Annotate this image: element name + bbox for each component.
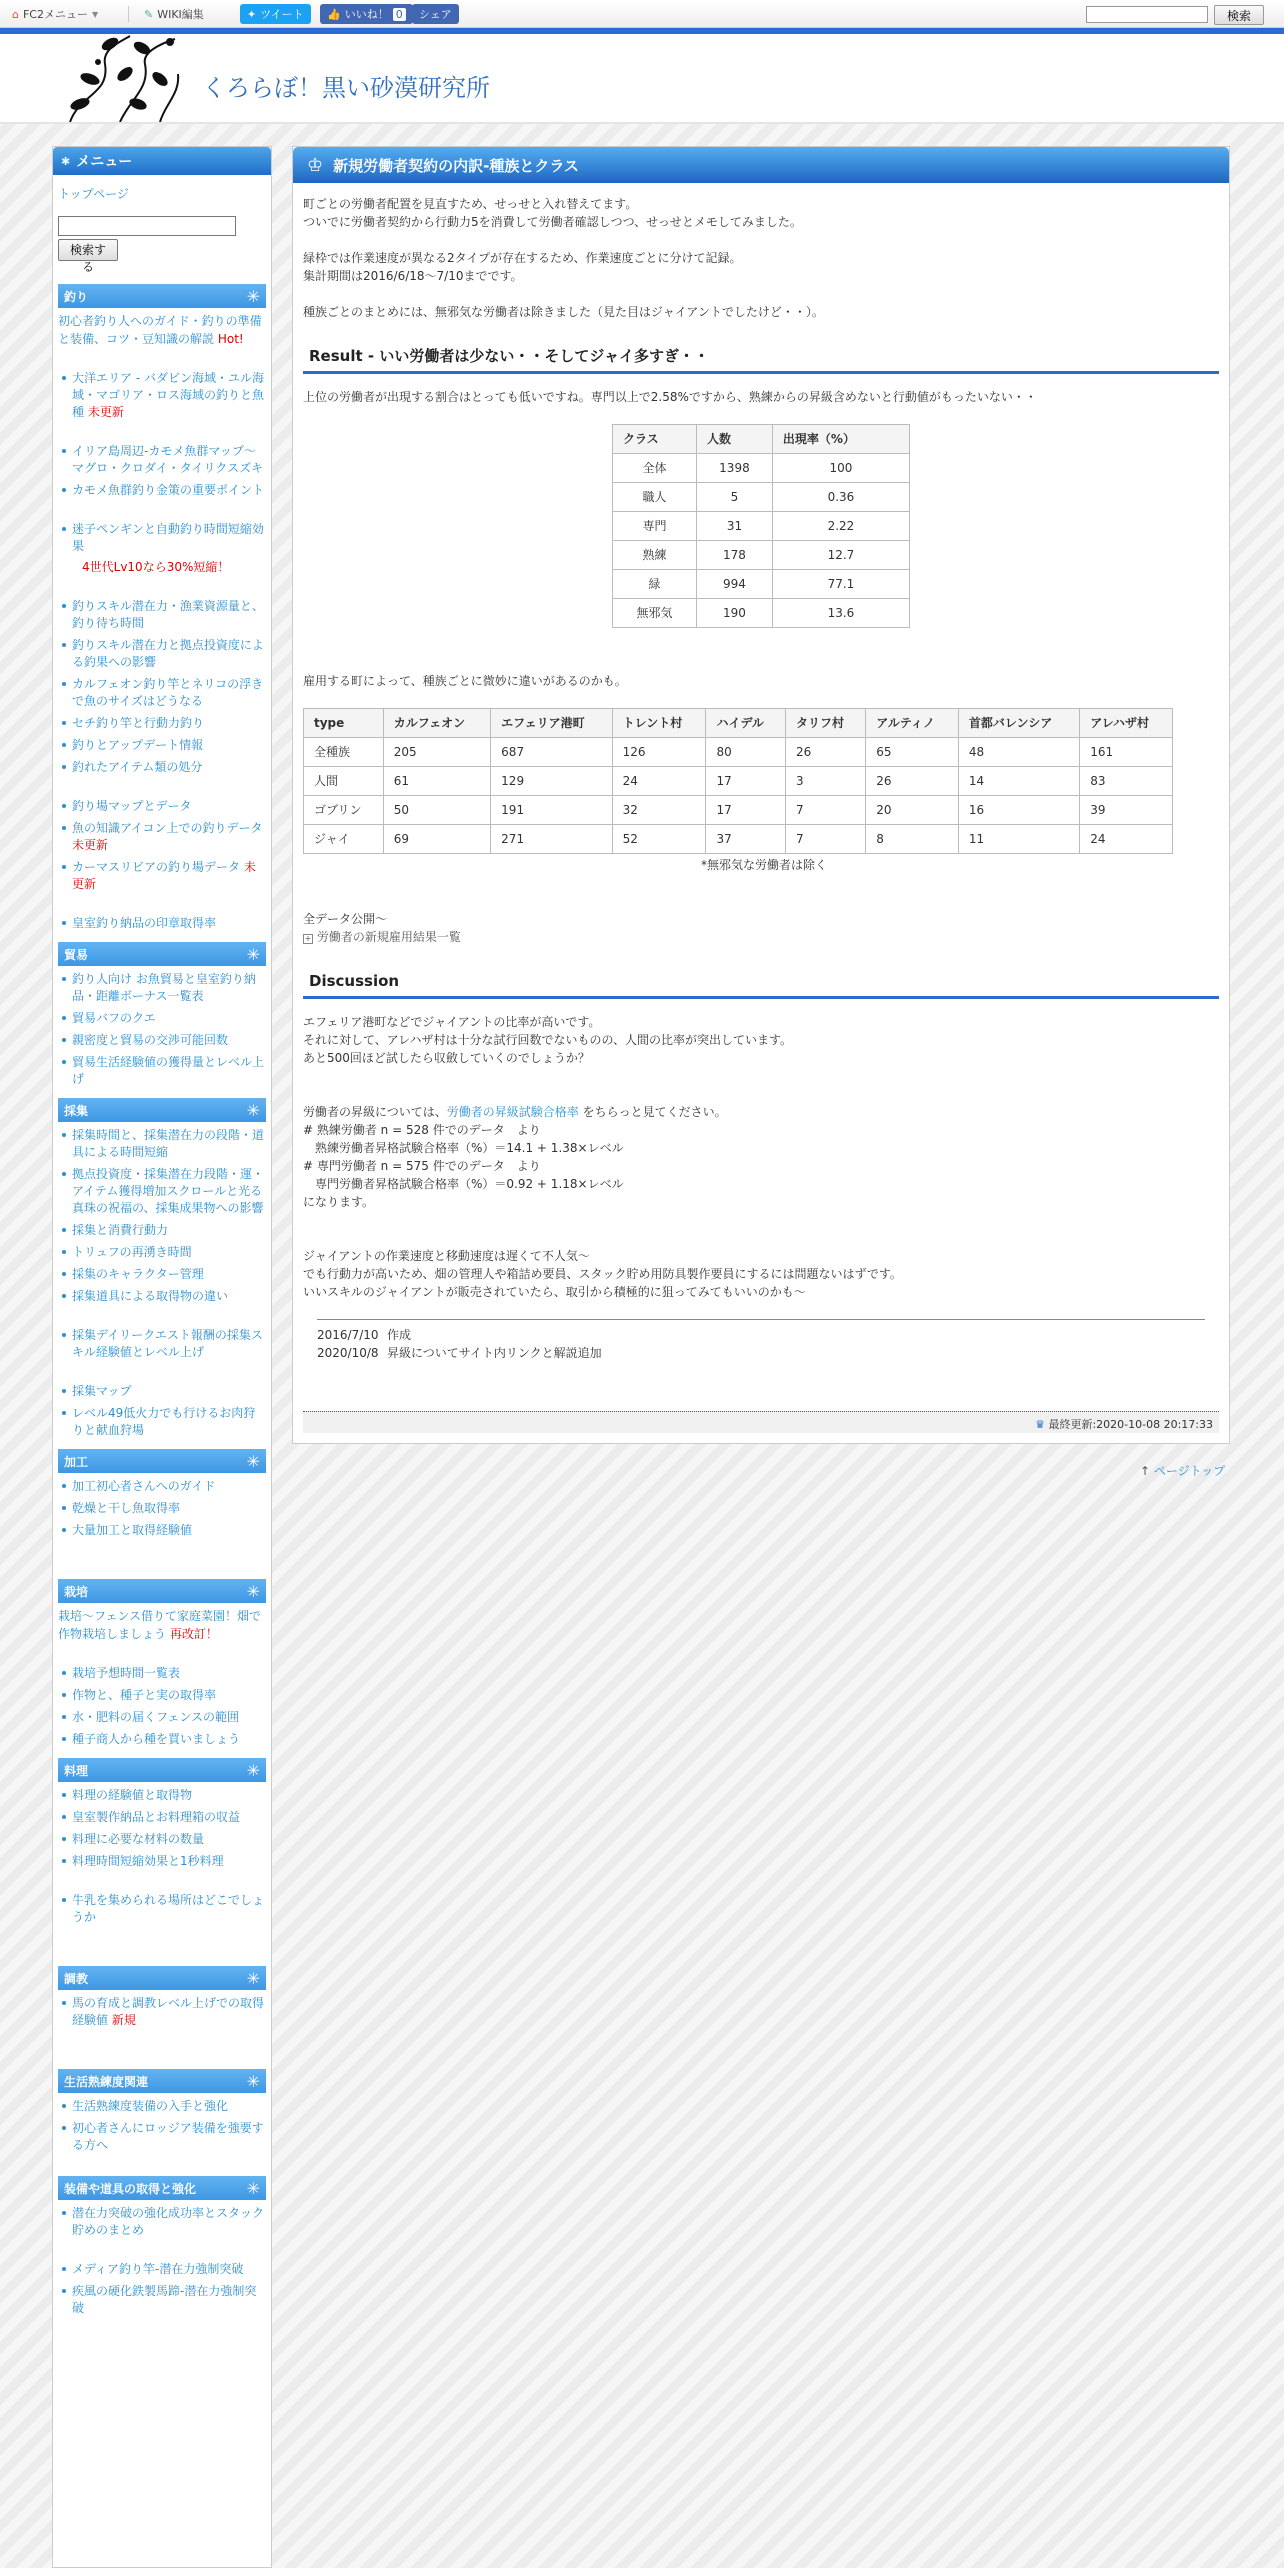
table-row: 緑 994 77.1 bbox=[613, 570, 910, 599]
sparkle-icon: ✳ bbox=[246, 286, 260, 306]
table-row: 熟練 178 12.7 bbox=[613, 541, 910, 570]
toolbar-divider bbox=[128, 6, 129, 22]
sparkle-icon: ✳ bbox=[246, 1968, 260, 1988]
article-content bbox=[293, 183, 1229, 1374]
sidebar-link[interactable]: 釣りとアップデート情報 bbox=[58, 737, 266, 754]
toolbar-search-button[interactable]: 検索 bbox=[1214, 5, 1264, 25]
sidebar-link[interactable]: 加工初心者さんへのガイド bbox=[58, 1478, 266, 1495]
all-data-text: 全データ公開～ bbox=[303, 912, 388, 926]
discussion-paragraph-3: ジャイアントの作業速度と移動速度は遅くて不人気～ でも行動力が高いため、畑の管理人や箱詰め要員、スタック貯め用防具製作要員にするには問題ないはずです。 いいスキルのジャイアントが販売されていたら、取引から積極的に狙ってみてもいいのかも～ bbox=[303, 1249, 902, 1299]
table-note: *無邪気な労働者は除く bbox=[700, 858, 827, 872]
sidebar-link[interactable]: 迷子ペンギンと自動釣り時間短縮効果 4世代Lv10なら30%短縮！ bbox=[58, 521, 266, 576]
farming-links bbox=[58, 1665, 266, 1748]
tweet-button[interactable]: ✦ ツイート bbox=[240, 4, 311, 24]
article-footer bbox=[303, 1411, 1219, 1433]
category-header-gathering: 採集 ✳ bbox=[58, 1098, 266, 1122]
table-header: アルティノ bbox=[866, 709, 959, 738]
farming-intro-link[interactable]: 栽培～フェンス借りて家庭菜園！畑で作物栽培しましょう 再改訂！ bbox=[58, 1609, 262, 1641]
sidebar-link[interactable]: 水・肥料の届くフェンスの範囲 bbox=[58, 1709, 266, 1726]
fc2-toolbar bbox=[0, 0, 1284, 28]
sparkle-icon: ✳ bbox=[246, 1100, 260, 1120]
sidebar-link[interactable]: 馬の育成と調教レベル上げでの取得経験値 新規 bbox=[58, 1995, 266, 2029]
sidebar-link[interactable]: 魚の知識アイコン上での釣りデータ 未更新 bbox=[58, 820, 266, 854]
fishing-intro-link[interactable]: 初心者釣り人へのガイド・釣りの準備と装備、コツ・豆知識の解説 Hot! bbox=[58, 314, 262, 346]
sidebar-search-input[interactable] bbox=[58, 216, 236, 236]
sidebar-link[interactable]: 栽培予想時間一覧表 bbox=[58, 1665, 266, 1682]
intro-paragraph-3: 種族ごとのまとめには、無邪気な労働者は除きました（見た目はジャイアントでしたけど・・）。 bbox=[303, 305, 824, 319]
category-header-gear: 装備や道具の取得と強化 ✳ bbox=[58, 2176, 266, 2200]
table-header: 出現率（%） bbox=[772, 425, 909, 454]
sidebar-link[interactable]: 生活熟練度装備の入手と強化 bbox=[58, 2098, 266, 2115]
table-header: 首都バレンシア bbox=[958, 709, 1079, 738]
sidebar-link[interactable]: 皇室釣り納品の印章取得率 bbox=[58, 915, 266, 932]
sidebar bbox=[52, 146, 272, 2568]
sidebar-item-top-page[interactable]: トップページ bbox=[58, 187, 129, 201]
table-header: トレント村 bbox=[612, 709, 706, 738]
table-header: ハイデル bbox=[706, 709, 786, 738]
sidebar-link[interactable]: イリア島周辺-カモメ魚群マップ～マグロ・クロダイ・タイリクスズキ bbox=[58, 443, 266, 477]
sidebar-link[interactable]: 採集時間と、採集潜在力の段階・道具による時間短縮 bbox=[58, 1127, 266, 1161]
sparkle-icon: ✳ bbox=[246, 1581, 260, 1601]
like-button[interactable]: 👍 いいね！ 0 bbox=[320, 4, 413, 24]
processing-links bbox=[58, 1478, 266, 1539]
intro-paragraph-1: 町ごとの労働者配置を見直すため、せっせと入れ替えてます。 ついでに労働者契約から行動力5を消費して労働者確認しつつ、せっせとメモしてみました。 bbox=[303, 197, 802, 229]
town-text: 雇用する町によって、種族ごとに微妙に違いがあるのかも。 bbox=[303, 674, 627, 688]
category-header-farming: 栽培 ✳ bbox=[58, 1579, 266, 1603]
discussion-heading: Discussion bbox=[303, 966, 1219, 999]
share-button[interactable]: シェア bbox=[412, 4, 459, 24]
article-title: 新規労働者契約の内訳-種族とクラス bbox=[333, 156, 579, 175]
sidebar-link[interactable]: 貿易バフのクエ bbox=[58, 1010, 266, 1027]
sidebar-link[interactable]: 大洋エリア - バダビン海域・ユル海域・マゴリア・ロス海域の釣りと魚種 未更新 bbox=[58, 370, 266, 421]
thumbs-up-icon: 👍 bbox=[327, 7, 341, 21]
sidebar-link[interactable]: 大量加工と取得経験値 bbox=[58, 1522, 266, 1539]
table-header: クラス bbox=[613, 425, 697, 454]
result-heading: Result - いい労働者は少ない・・そしてジャイ多すぎ・・ bbox=[303, 341, 1219, 374]
sidebar-link[interactable]: 釣りスキル潜在力・漁業資源量と、釣り待ち時間 bbox=[58, 598, 266, 632]
sidebar-link[interactable]: 採集のキャラクター管理 bbox=[58, 1266, 266, 1283]
cooking-links bbox=[58, 1787, 266, 1926]
sidebar-link[interactable]: カーマスリビアの釣り場データ 未更新 bbox=[58, 859, 266, 893]
sidebar-search-button[interactable]: 検索する bbox=[58, 239, 118, 261]
sidebar-link[interactable]: 釣り場マップとデータ bbox=[58, 798, 266, 815]
table-row: ジャイ 69 271 52 37 7 8 11 24 bbox=[304, 825, 1173, 854]
discussion-paragraph-1: エフェリア港町などでジャイアントの比率が高いです。 それに対して、アレハザ村は十分な試行回数でないものの、人間の比率が突出しています。 あと500回ほど試したら収斂していくのでしょうか？ bbox=[303, 1015, 793, 1065]
sidebar-link[interactable]: カルフェオン釣り竿とネリコの浮きで魚のサイズはどうなる bbox=[58, 676, 266, 710]
article-title-bar bbox=[293, 147, 1229, 183]
sparkle-icon: ✳ bbox=[246, 944, 260, 964]
sidebar-link[interactable]: 疾風の硬化鉄製馬蹄-潜在力強制突破 bbox=[58, 2283, 266, 2317]
discussion-paragraph-2: 労働者の昇級については、労働者の昇級試験合格率 をちらっと見てください。 # 熟練労働者 n = 528 件でのデータ より 熟練労働者昇格試験合格率（%）＝14.1 + 1.38×レベル # 専門労働者 n = 575 件でのデータ より 専門労働者昇格試験合格率（%）＝0.92 + 1.18×レベル になります。 bbox=[303, 1105, 727, 1209]
table-row: 無邪気 190 13.6 bbox=[613, 599, 910, 628]
like-count: 0 bbox=[393, 8, 406, 21]
sidebar-link[interactable]: 貿易生活経験値の獲得量とレベル上げ bbox=[58, 1054, 266, 1088]
sidebar-link[interactable]: 釣り人向け お魚貿易と皇室釣り納品・距離ボーナス一覧表 bbox=[58, 971, 266, 1005]
sidebar-link[interactable]: 料理時間短縮効果と1秒料理 bbox=[58, 1853, 266, 1870]
promotion-rate-link[interactable]: 労働者の昇級試験合格率 bbox=[446, 1105, 579, 1119]
table-row: 全種族 205 687 126 80 26 65 48 161 bbox=[304, 738, 1173, 767]
toolbar-search-input[interactable] bbox=[1086, 6, 1208, 23]
sidebar-link[interactable]: 採集デイリークエスト報酬の採集スキル経験値とレベル上げ bbox=[58, 1327, 266, 1361]
site-header bbox=[0, 34, 1284, 122]
sidebar-link[interactable]: 料理の経験値と取得物 bbox=[58, 1787, 266, 1804]
gear-links bbox=[58, 2205, 266, 2317]
sidebar-link[interactable]: 種子商人から種を買いましょう bbox=[58, 1731, 266, 1748]
site-title[interactable]: くろらぼ！黒い砂漠研究所 bbox=[202, 74, 490, 102]
site-logo-vine bbox=[50, 34, 190, 122]
sidebar-link[interactable]: 乾燥と干し魚取得率 bbox=[58, 1500, 266, 1517]
sidebar-menu-header: ✱ メニュー bbox=[53, 147, 271, 175]
result-text: 上位の労働者が出現する割合はとっても低いですね。専門以上で2.58%ですから、熟練からの昇級含めないと行動値がもったいない・・ bbox=[303, 390, 1037, 404]
race-table bbox=[303, 708, 1173, 854]
edit-icon: ✎ bbox=[144, 7, 154, 21]
table-row: 人間 61 129 24 17 3 26 14 83 bbox=[304, 767, 1173, 796]
chevron-down-icon: ▼ bbox=[92, 9, 99, 19]
history-entry: 2016/7/10 作成 bbox=[317, 1328, 412, 1342]
home-icon: ⌂ bbox=[12, 7, 19, 21]
sidebar-link[interactable]: メディア釣り竿-潜在力強制突破 bbox=[58, 2261, 266, 2278]
sidebar-link[interactable]: カモメ魚群釣り金策の重要ポイント bbox=[58, 482, 266, 499]
sidebar-link[interactable]: 料理に必要な材料の数量 bbox=[58, 1831, 266, 1848]
sparkle-icon: ✳ bbox=[246, 2071, 260, 2091]
sidebar-link[interactable]: 作物と、種子と実の取得率 bbox=[58, 1687, 266, 1704]
star-icon: ✱ bbox=[61, 154, 71, 168]
sidebar-link[interactable]: トリュフの再湧き時間 bbox=[58, 1244, 266, 1261]
crown-icon: ♔ bbox=[307, 154, 324, 176]
class-table bbox=[612, 424, 910, 628]
fc2-menu-button[interactable]: ⌂ FC2メニュー ▼ bbox=[12, 7, 99, 21]
trade-links bbox=[58, 971, 266, 1088]
table-row: 専門 31 2.22 bbox=[613, 512, 910, 541]
table-header: type bbox=[304, 709, 384, 738]
sidebar-link[interactable]: レベル49低火力でも行けるお肉狩りと献血狩場 bbox=[58, 1405, 266, 1439]
sidebar-link[interactable]: 釣れたアイテム類の処分 bbox=[58, 759, 266, 776]
table-row: 職人 5 0.36 bbox=[613, 483, 910, 512]
sparkle-icon: ✳ bbox=[246, 1760, 260, 1780]
crown-icon: ♛ bbox=[1035, 1418, 1045, 1431]
main-article bbox=[292, 146, 1230, 1444]
proficiency-links bbox=[58, 2098, 266, 2154]
category-header-training: 調教 ✳ bbox=[58, 1966, 266, 1990]
page-top-link[interactable]: ↑ ページトップ bbox=[1140, 1464, 1226, 1478]
header-divider bbox=[0, 122, 1284, 124]
arrow-up-icon: ↑ bbox=[1140, 1464, 1151, 1478]
table-header: エフェリア港町 bbox=[491, 709, 612, 738]
last-updated: 最終更新:2020-10-08 20:17:33 bbox=[1048, 1418, 1213, 1431]
sparkle-icon: ✳ bbox=[246, 1451, 260, 1471]
table-row: ゴブリン 50 191 32 17 7 20 16 39 bbox=[304, 796, 1173, 825]
sidebar-link[interactable]: 採集と消費行動力 bbox=[58, 1222, 266, 1239]
sparkle-icon: ✳ bbox=[246, 2178, 260, 2198]
table-header: 人数 bbox=[696, 425, 772, 454]
history-log bbox=[317, 1319, 1205, 1362]
category-header-fishing: 釣り ✳ bbox=[58, 284, 266, 308]
fishing-links bbox=[58, 370, 266, 932]
table-header: アレハザ村 bbox=[1080, 709, 1173, 738]
category-header-proficiency: 生活熟練度関連 ✳ bbox=[58, 2069, 266, 2093]
gathering-links bbox=[58, 1127, 266, 1439]
history-entry: 2020/10/8 昇級についてサイト内リンクと解説追加 bbox=[317, 1346, 602, 1360]
sidebar-link[interactable]: セチ釣り竿と行動力釣り bbox=[58, 715, 266, 732]
table-header: カルフェオン bbox=[383, 709, 490, 738]
sidebar-link[interactable]: 初心者さんにロッジア装備を強要する方へ bbox=[58, 2120, 266, 2154]
category-header-trade: 貿易 ✳ bbox=[58, 942, 266, 966]
training-links bbox=[58, 1995, 266, 2029]
intro-paragraph-2: 緑枠では作業速度が異なる2タイプが存在するため、作業速度ごとに分けて記録。 集計期間は2016/6/18～7/10までです。 bbox=[303, 251, 742, 283]
expand-icon: + bbox=[304, 934, 312, 943]
sidebar-link[interactable]: 皇室製作納品とお料理箱の収益 bbox=[58, 1809, 266, 1826]
category-header-cooking: 料理 ✳ bbox=[58, 1758, 266, 1782]
sidebar-link[interactable]: 拠点投資度・採集潜在力段階・運・アイテム獲得増加スクロールと光る真珠の祝福の、採集成果物への影響 bbox=[58, 1166, 266, 1217]
table-row: 全体 1398 100 bbox=[613, 454, 910, 483]
category-header-processing: 加工 ✳ bbox=[58, 1449, 266, 1473]
twitter-bird-icon: ✦ bbox=[247, 7, 257, 21]
sidebar-link[interactable]: 牛乳を集められる場所はどこでしょうか bbox=[58, 1892, 266, 1926]
table-header: タリフ村 bbox=[786, 709, 866, 738]
sidebar-link[interactable]: 釣りスキル潜在力と拠点投資度による釣果への影響 bbox=[58, 637, 266, 671]
sidebar-link[interactable]: 潜在力突破の強化成功率とスタック貯めのまとめ bbox=[58, 2205, 266, 2239]
sidebar-link[interactable]: 採集道具による取得物の違い bbox=[58, 1288, 266, 1305]
all-data-link[interactable]: + 労働者の新規雇用結果一覧 bbox=[304, 930, 461, 944]
sidebar-link[interactable]: 親密度と貿易の交渉可能回数 bbox=[58, 1032, 266, 1049]
sidebar-link[interactable]: 採集マップ bbox=[58, 1383, 266, 1400]
wiki-edit-button[interactable]: ✎ WIKI編集 bbox=[144, 7, 204, 21]
